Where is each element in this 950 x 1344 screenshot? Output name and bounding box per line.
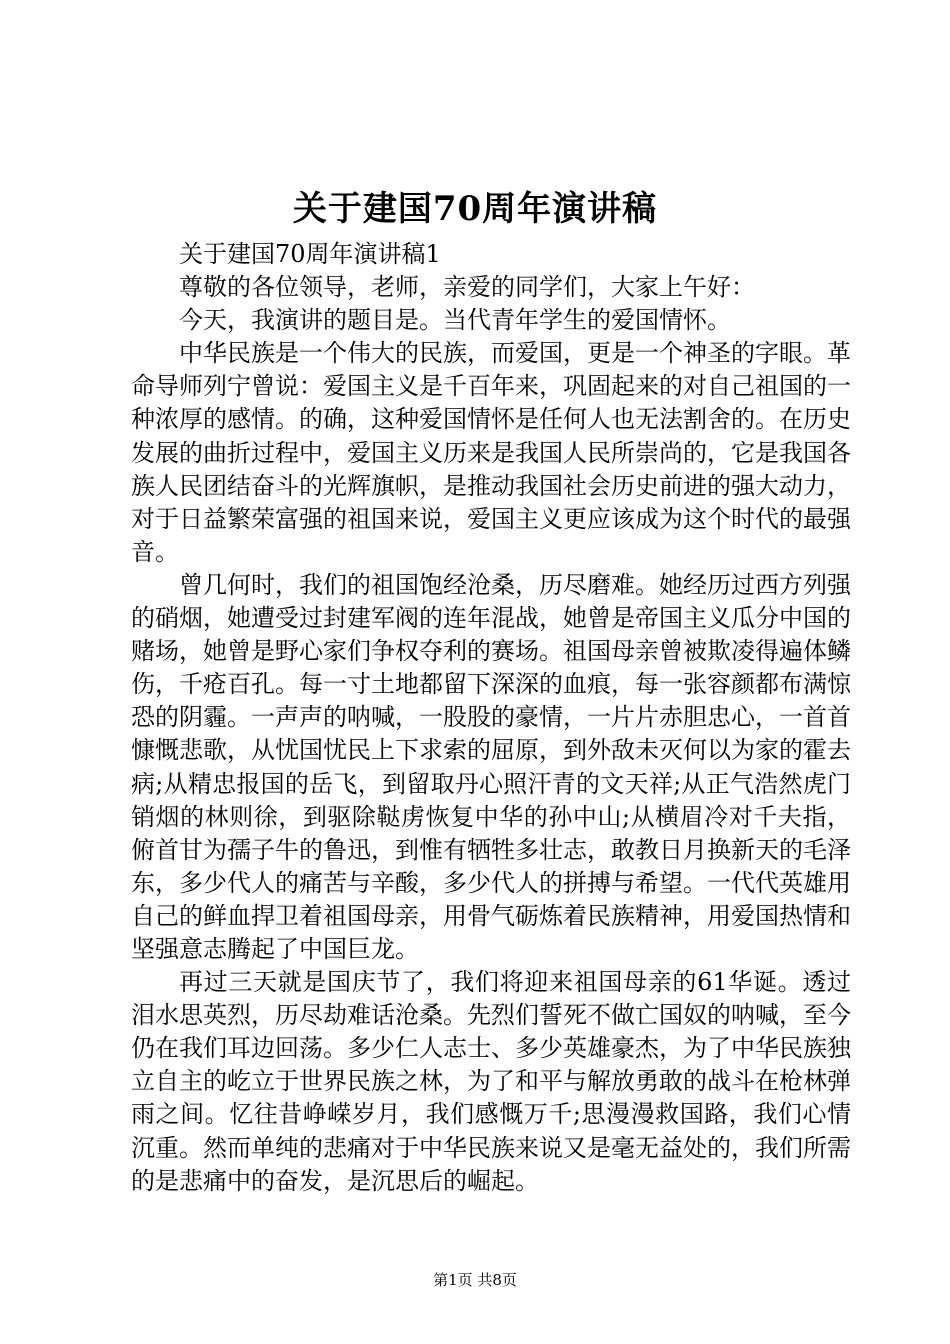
body-paragraph: 再过三天就是国庆节了，我们将迎来祖国母亲的61华诞。透过泪水思英烈，历尽劫难话沧桑。先烈们誓死不做亡国奴的呐喊，至今仍在我们耳边回荡。多少仁人志士、多少英雄豪杰，为了中华民族独立自主的屹立于世界民族之林，为了和平与解放勇敢的战斗在枪林弹雨之间。忆往昔峥嵘岁月，我们感慨万千;思漫漫救国路，我们心情沉重。然而单纯的悲痛对于中华民族来说又是毫无益处的，我们所需的是悲痛中的奋发，是沉思后的崛起。 bbox=[131, 968, 851, 1195]
topic-paragraph: 今天，我演讲的题目是。当代青年学生的爱国情怀。 bbox=[179, 306, 731, 335]
subtitle-paragraph: 关于建国70周年演讲稿1 bbox=[179, 240, 441, 268]
document-body bbox=[131, 238, 851, 1198]
body-paragraph: 曾几何时，我们的祖国饱经沧桑，历尽磨难。她经历过西方列强的硝烟，她遭受过封建军阀的连年混战，她曾是帝国主义瓜分中国的赌场，她曾是野心家们争权夺利的赛场。祖国母亲曾被欺凌得遍体鳞伤，千疮百孔。每一寸土地都留下深深的血痕，每一张容颜都布满惊恐的阴霾。一声声的呐喊，一股股的豪情，一片片赤胆忠心，一首首慷慨悲歌，从忧国忧民上下求索的屈原，到外敌未灭何以为家的霍去病;从精忠报国的岳飞，到留取丹心照汗青的文天祥;从正气浩然虎门销烟的林则徐，到驱除鞑虏恢复中华的孙中山;从横眉冷对千夫指，俯首甘为孺子牛的鲁迅，到惟有牺牲多壮志，敢教日月换新天的毛泽东，多少代人的痛苦与辛酸，多少代人的拼搏与希望。一代代英雄用自己的鲜血捍卫着祖国母亲，用骨气砺炼着民族精神，用爱国热情和坚强意志腾起了中国巨龙。 bbox=[131, 570, 851, 963]
page-number-footer: 第1页 共8页 bbox=[433, 1271, 517, 1289]
document-title: 关于建国70周年演讲稿 bbox=[292, 189, 658, 229]
greeting-paragraph: 尊敬的各位领导，老师，亲爱的同学们，大家上午好： bbox=[179, 273, 755, 302]
body-paragraph: 中华民族是一个伟大的民族，而爱国，更是一个神圣的字眼。革命导师列宁曾说：爱国主义是千百年来，巩固起来的对自己祖国的一种浓厚的感情。的确，这种爱国情怀是任何人也无法割舍的。在历史发展的曲折过程中，爱国主义历来是我国人民所崇尚的，它是我国各族人民团结奋斗的光辉旗帜，是推动我国社会历史前进的强大动力，对于日益繁荣富强的祖国来说，爱国主义更应该成为这个时代的最强音。 bbox=[131, 339, 851, 566]
